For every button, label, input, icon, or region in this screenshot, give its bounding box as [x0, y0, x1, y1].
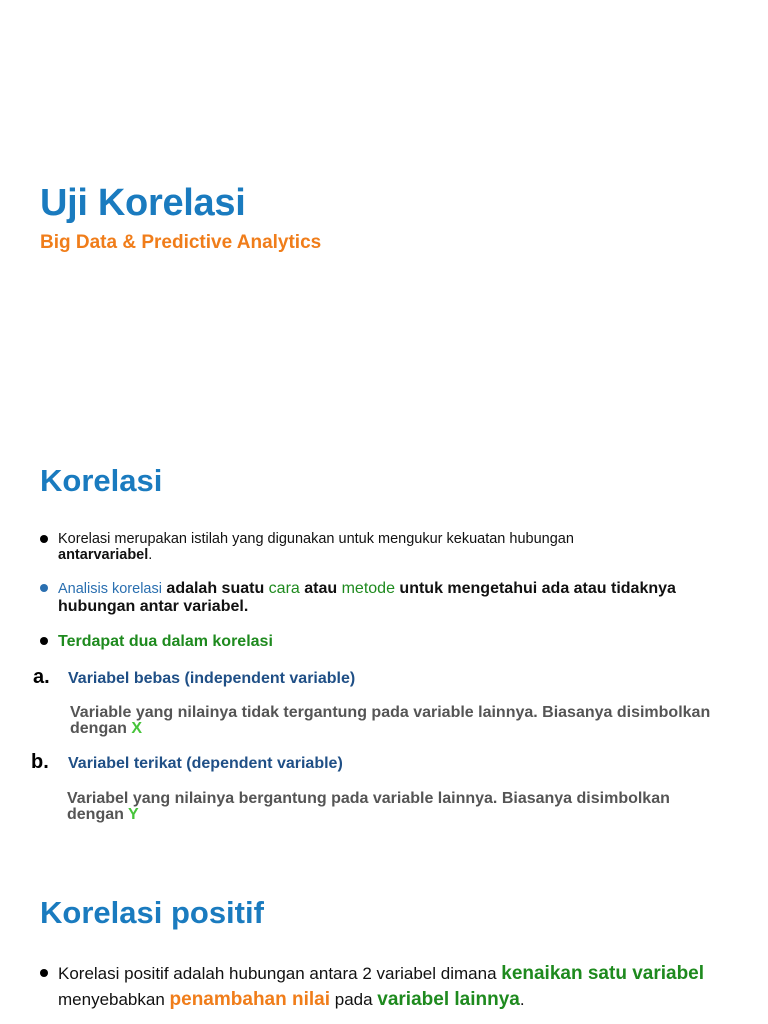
section-heading-korelasi-positif: Korelasi positif: [40, 895, 264, 930]
slide-title: Uji Korelasi: [40, 182, 246, 224]
symbol-x: X: [131, 720, 143, 737]
bullet-korelasi-positif: [40, 961, 740, 1013]
variabel-terikat-desc: Variabel yang nilainya bergantung pada variable lainnya. Biasanya disimbolkan dengan Y: [67, 790, 670, 823]
bullet-terdapat: [40, 633, 740, 650]
bullet-korelasi-positif-text: Korelasi positif adalah hubungan antara 2 variabel dimana kenaikan satu variabel menyebabkan penambahan nilai pada variabel lainnya.: [58, 963, 705, 1010]
bullet-definition: [40, 531, 740, 563]
bullet-dot: [40, 969, 48, 977]
symbol-y: Y: [128, 806, 139, 823]
bullet-analisis-text: Analisis korelasi adalah suatu cara atau metode untuk mengetahui ada atau tidaknya hubungan antar variabel.: [58, 580, 676, 615]
bullet-definition-text: Korelasi merupakan istilah yang digunakan untuk mengukur kekuatan hubungan antarvariabel.: [58, 531, 574, 563]
list-letter-a: a.: [33, 666, 50, 688]
list-letter-b: b.: [31, 751, 49, 773]
bullet-terdapat-text: Terdapat dua dalam korelasi: [58, 633, 273, 650]
bullet-dot: [40, 637, 48, 645]
bullet-dot: [40, 535, 48, 543]
variabel-bebas-desc: Variable yang nilainya tidak tergantung pada variable lainnya. Biasanya disimbolkan dengan X: [70, 704, 711, 737]
bullet-dot: [40, 584, 48, 592]
bullet-analisis: [40, 580, 730, 615]
variabel-bebas-label: Variabel bebas (independent variable): [68, 670, 356, 687]
section-heading-korelasi: Korelasi: [40, 463, 163, 498]
slide-subtitle: Big Data & Predictive Analytics: [40, 232, 322, 253]
variabel-terikat-label: Variabel terikat (dependent variable): [68, 755, 343, 772]
